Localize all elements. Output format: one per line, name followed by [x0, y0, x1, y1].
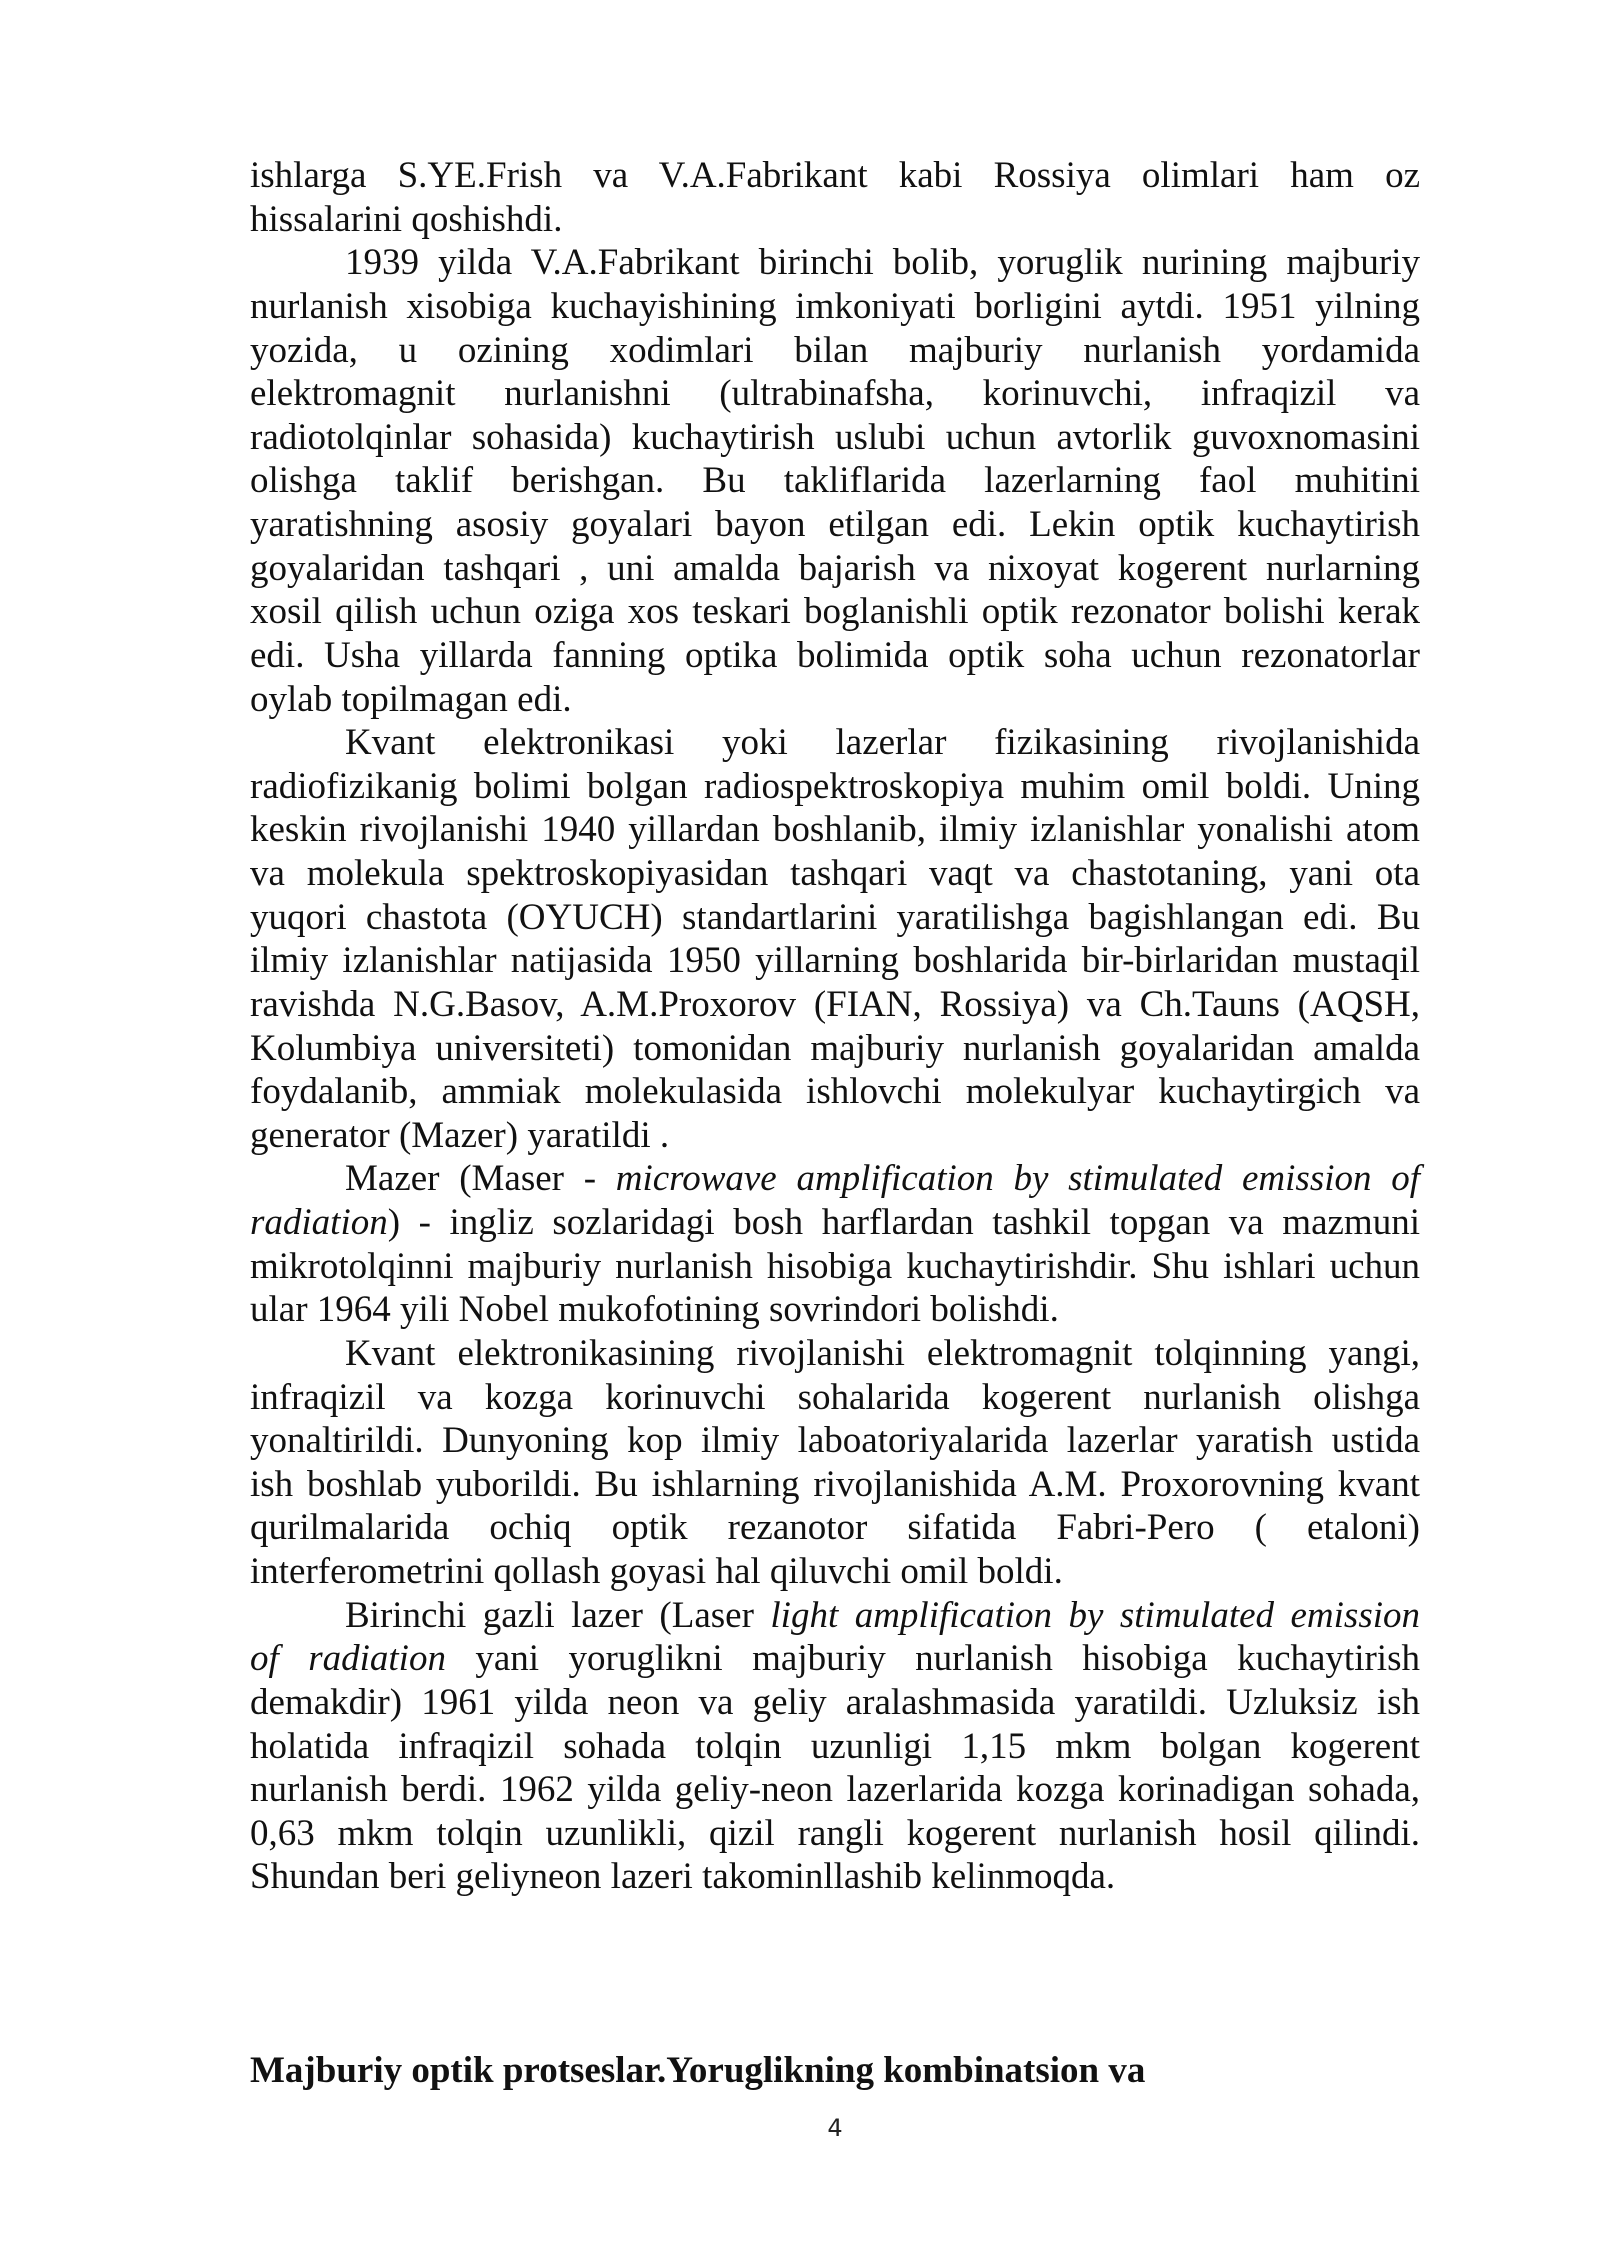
text-line: goyalaridan tashqari , uni amalda bajarish va nixoyat kogerent nurlarning — [250, 547, 1420, 589]
paragraph — [250, 241, 1420, 721]
paragraph — [250, 1594, 1420, 1899]
paragraph — [250, 721, 1420, 1157]
text-line: mikrotolqinni majburiy nurlanish hisobiga kuchaytirishdir. Shu ishlari uchun — [250, 1245, 1420, 1287]
text-line: Kolumbiya universiteti) tomonidan majburiy nurlanish goyalaridan amalda — [250, 1027, 1420, 1069]
text-line: oylab topilmagan edi. — [250, 678, 572, 720]
text-line: Kvant elektronikasining rivojlanishi elektromagnit tolqinning yangi, — [345, 1332, 1420, 1374]
italic-text: microwave amplification by stimulated emission of — [615, 1158, 1420, 1200]
text-line: ishlarga S.YE.Frish va V.A.Fabrikant kabi Rossiya olimlari ham oz — [250, 155, 1420, 196]
text-line: edi. Usha yillarda fanning optika bolimida optik soha uchun rezonatorlar — [250, 634, 1420, 676]
text-line: generator (Mazer) yaratildi . — [250, 1114, 670, 1156]
text-line: interferometrini qollash goyasi hal qiluvchi omil boldi. — [250, 1551, 1063, 1592]
text-run: Mazer (Maser - — [345, 1158, 616, 1200]
text-line: xosil qilish uchun oziga xos teskari boglanishli optik rezonator bolishi kerak — [250, 591, 1420, 633]
text-line: elektromagnit nurlanishni (ultrabinafsha, korinuvchi, infraqizil va — [250, 373, 1420, 415]
page-number: 4 — [827, 2114, 843, 2142]
text-line: ilmiy izlanishlar natijasida 1950 yillarning boshlarida bir-birlaridan mustaqil — [250, 940, 1420, 982]
text-run: yani yoruglikni majburiy nurlanish hisobiga kuchaytirish — [445, 1638, 1420, 1680]
text-line: yozida, u ozining xodimlari bilan majburiy nurlanish yordamida — [250, 329, 1420, 371]
text-line: olishga taklif berishgan. Bu takliflarida lazerlarning faol muhitini — [250, 460, 1420, 502]
italic-text: radiation — [250, 1202, 388, 1243]
paragraph — [250, 1157, 1420, 1332]
text-line — [250, 1157, 1420, 1201]
text-line: yonaltirildi. Dunyoning kop ilmiy laboatoriyalarida lazerlar yaratish ustida — [250, 1420, 1420, 1462]
text-line — [250, 1594, 1420, 1638]
body-text — [250, 154, 1420, 1899]
text-line: ish boshlab yuborildi. Bu ishlarning rivojlanishida A.M. Proxorovning kvant — [250, 1463, 1420, 1505]
text-line: radiofizikanig bolimi bolgan radiospektroskopiya muhim omil boldi. Uning — [250, 765, 1420, 807]
text-line: demakdir) 1961 yilda neon va geliy aralashmasida yaratildi. Uzluksiz ish — [250, 1681, 1420, 1723]
text-line: yaratishning asosiy goyalari bayon etilgan edi. Lekin optik kuchaytirish — [250, 504, 1420, 545]
text-line: foydalanib, ammiak molekulasida ishlovchi molekulyar kuchaytirgich va — [250, 1071, 1420, 1113]
text-line — [250, 1637, 1420, 1681]
text-line: infraqizil va kozga korinuvchi sohalarida kogerent nurlanish olishga — [250, 1376, 1420, 1418]
italic-text: of radiation — [250, 1638, 446, 1680]
text-run: ) - ingliz sozlaridagi bosh harflardan tashkil topgan va mazmuni — [387, 1202, 1420, 1243]
text-line: nurlanish berdi. 1962 yilda geliy-neon lazerlarida kozga korinadigan sohada, — [250, 1769, 1420, 1811]
text-line: radiotolqinlar sohasida) kuchaytirish uslubi uchun avtorlik guvoxnomasini — [250, 416, 1420, 458]
italic-text: light amplification by stimulated emission — [770, 1594, 1420, 1636]
section-heading: Majburiy optik protseslar.Yoruglikning kombinatsion va — [250, 2050, 1146, 2091]
paragraph — [250, 154, 1420, 241]
text-line: qurilmalarida ochiq optik rezanotor sifatida Fabri-Pero ( etaloni) — [250, 1507, 1420, 1549]
text-line — [250, 1201, 1420, 1245]
text-line: Shundan beri geliyneon lazeri takominllashib kelinmoqda. — [250, 1856, 1116, 1898]
text-line: nurlanish xisobiga kuchayishining imkoniyati borligini aytdi. 1951 yilning — [250, 285, 1420, 327]
text-line: 0,63 mkm tolqin uzunlikli, qizil rangli kogerent nurlanish hosil qilindi. — [250, 1812, 1420, 1854]
text-line: ular 1964 yili Nobel mukofotining sovrindori bolishdi. — [250, 1289, 1059, 1331]
text-line: 1939 yilda V.A.Fabrikant birinchi bolib, yoruglik nurining majburiy — [345, 242, 1420, 284]
text-line: va molekula spektroskopiyasidan tashqari vaqt va chastotaning, yani ota — [250, 853, 1420, 894]
text-line: ravishda N.G.Basov, A.M.Proxorov (FIAN, Rossiya) va Ch.Tauns (AQSH, — [250, 983, 1420, 1025]
text-line: yuqori chastota (OYUCH) standartlarini yaratilishga bagishlangan edi. Bu — [250, 896, 1420, 938]
text-run: Birinchi gazli lazer (Laser — [345, 1594, 771, 1636]
text-line: holatida infraqizil sohada tolqin uzunligi 1,15 mkm bolgan kogerent — [250, 1725, 1420, 1767]
text-line: keskin rivojlanishi 1940 yillardan boshlanib, ilmiy izlanishlar yonalishi atom — [250, 809, 1420, 851]
paragraph — [250, 1332, 1420, 1594]
text-line: hissalarini qoshishdi. — [250, 198, 563, 240]
text-line: Kvant elektronikasi yoki lazerlar fizikasining rivojlanishida — [345, 722, 1420, 764]
